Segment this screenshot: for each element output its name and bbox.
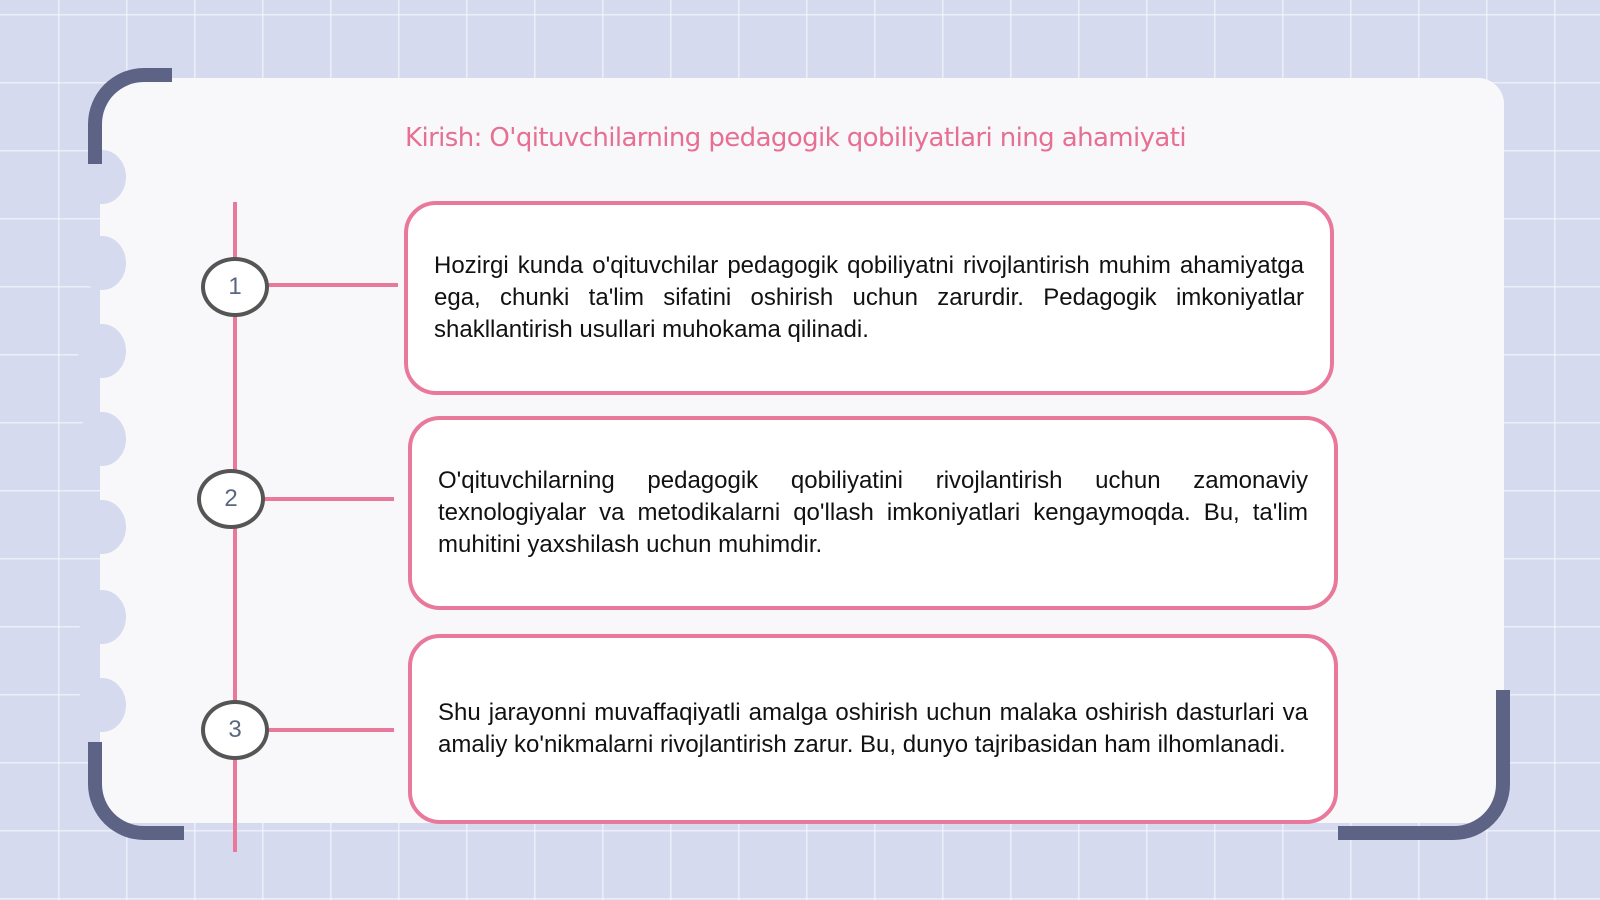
- paper-edge-notch: [78, 324, 126, 378]
- timeline-connector: [262, 497, 394, 501]
- corner-bracket-top-left: [88, 68, 172, 164]
- step-text-box: [408, 416, 1338, 610]
- corner-bracket-bottom-left: [88, 742, 184, 840]
- paper-edge-notch: [78, 678, 126, 732]
- corner-bracket-bottom-right: [1338, 690, 1510, 840]
- paper-edge-notch: [78, 590, 126, 644]
- step-number-badge: 3: [201, 700, 269, 760]
- slide-title: Kirish: O'qituvchilarning pedagogik qobiliyatlari ning ahamiyati: [405, 123, 1186, 153]
- step-text: Shu jarayonni muvaffaqiyatli amalga oshirish uchun malaka oshirish dasturlari va amaliy ko'nikmalarni rivojlantirish zarur. Bu, dunyo tajribasidan ham ilhomlanadi.: [438, 699, 1308, 758]
- step-text-box: [408, 634, 1338, 824]
- paper-edge-notch: [78, 236, 126, 290]
- step-text: O'qituvchilarning pedagogik qobiliyatini rivojlantirish uchun zamonaviy texnologiyalar va metodikalarni qo'llash imkoniyatlari kengaymoqda. Bu, ta'lim muhitini yaxshilash uchun muhimdir.: [438, 467, 1308, 558]
- step-text-box: [404, 201, 1334, 395]
- step-text: Hozirgi kunda o'qituvchilar pedagogik qobiliyatni rivojlantirish muhim ahamiyatga ega, chunki ta'lim sifatini oshirish uchun zarurdir. Pedagogik imkoniyatlar shakllantirish usullari muhokama qilinadi.: [434, 252, 1304, 343]
- timeline-connector: [266, 283, 398, 287]
- step-number-badge: 1: [201, 257, 269, 317]
- timeline-connector: [266, 728, 394, 732]
- step-number-badge: 2: [197, 469, 265, 529]
- paper-edge-notch: [78, 500, 126, 554]
- paper-edge-notch: [78, 412, 126, 466]
